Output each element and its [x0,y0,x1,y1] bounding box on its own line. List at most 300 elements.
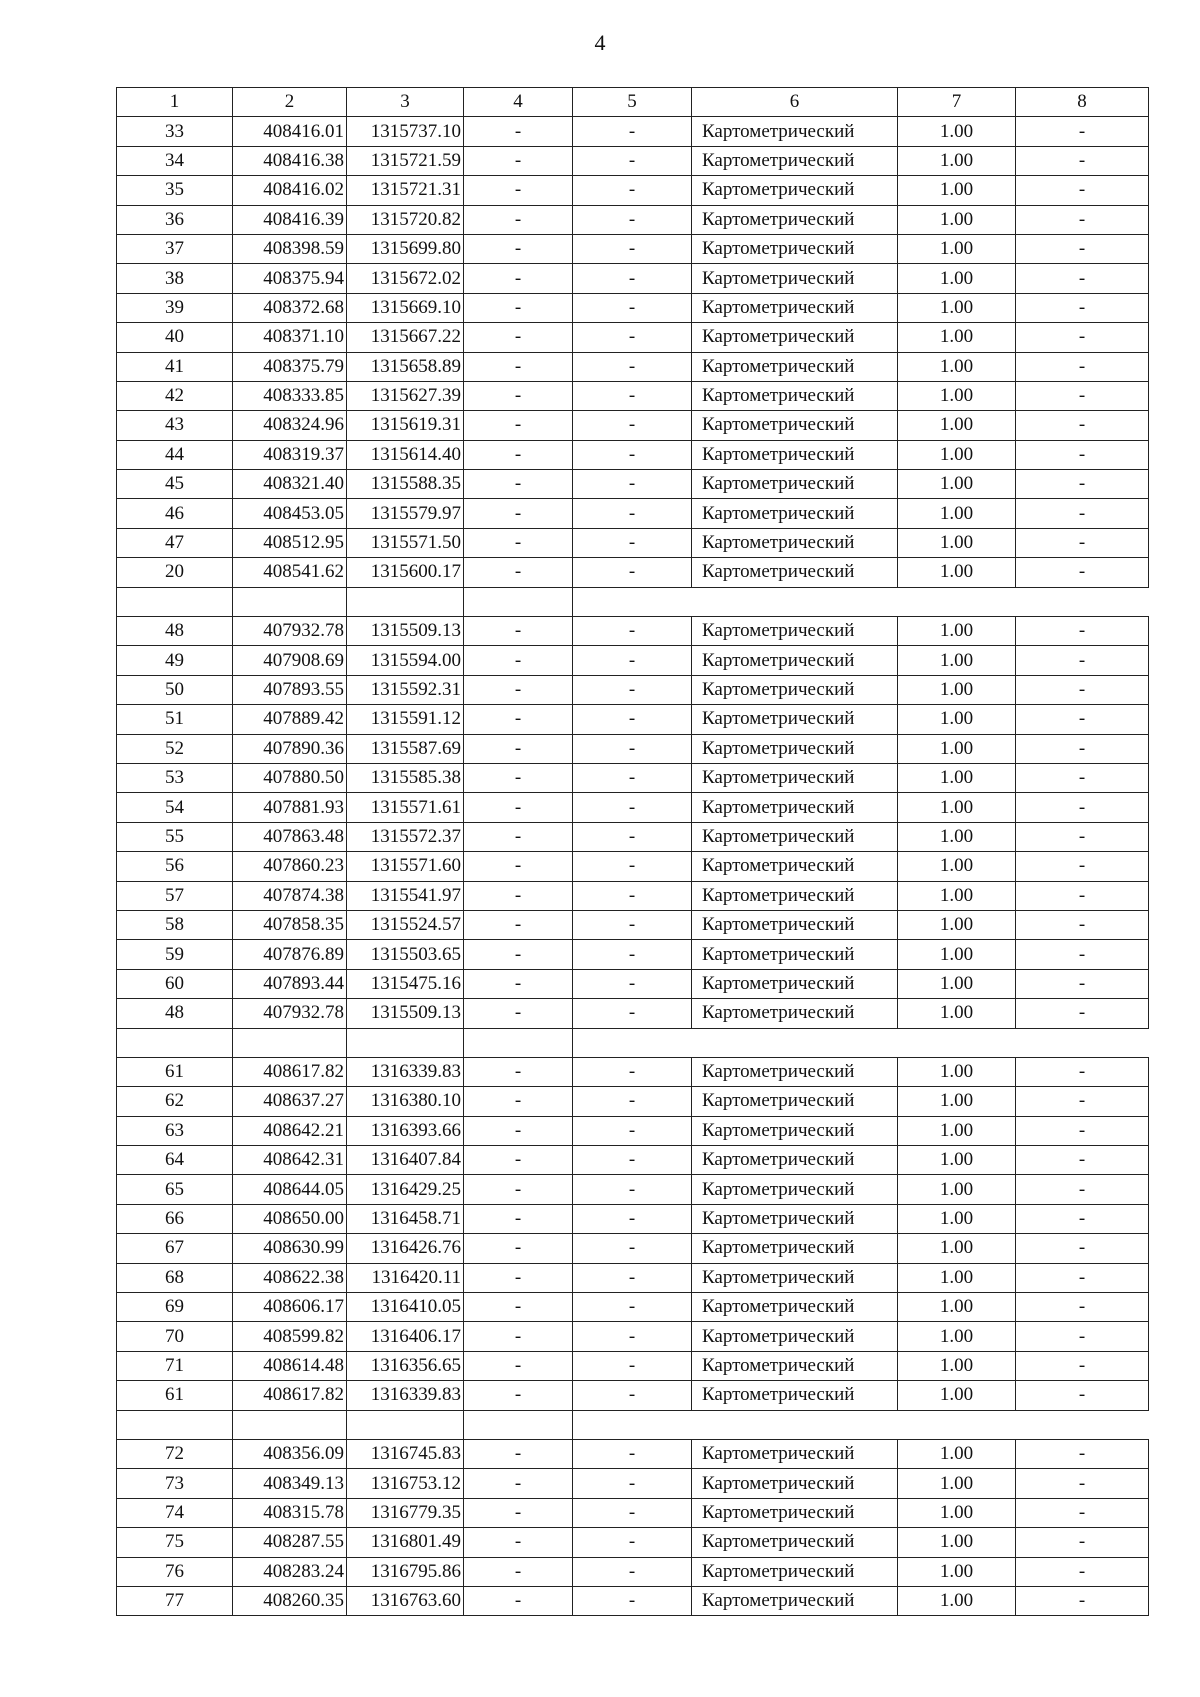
point-number-cell: 72 [117,1439,233,1468]
blank-cell [117,587,233,616]
col8-cell: - [1016,1322,1149,1351]
y-coordinate-cell: 1315588.35 [347,470,464,499]
point-number-cell: 20 [117,558,233,587]
col5-cell: - [573,381,692,410]
method-cell: Картометрический [692,1234,898,1263]
col4-cell: - [464,1322,573,1351]
point-number-cell: 74 [117,1498,233,1527]
x-coordinate-cell: 408321.40 [233,470,347,499]
col5-cell: - [573,793,692,822]
accuracy-cell: 1.00 [898,1234,1016,1263]
method-cell: Картометрический [692,1439,898,1468]
y-coordinate-cell: 1316406.17 [347,1322,464,1351]
x-coordinate-cell: 407880.50 [233,763,347,792]
table-row [117,411,1149,440]
col5-cell: - [573,1057,692,1086]
col5-cell: - [573,234,692,263]
y-coordinate-cell: 1315627.39 [347,381,464,410]
col4-cell: - [464,705,573,734]
point-number-cell: 33 [117,117,233,146]
point-number-cell: 63 [117,1116,233,1145]
table-row [117,881,1149,910]
point-number-cell: 61 [117,1057,233,1086]
table-row [117,675,1149,704]
table-row [117,528,1149,557]
x-coordinate-cell: 408453.05 [233,499,347,528]
table-row [117,352,1149,381]
col8-cell: - [1016,705,1149,734]
col8-cell: - [1016,617,1149,646]
y-coordinate-cell: 1315614.40 [347,440,464,469]
accuracy-cell: 1.00 [898,470,1016,499]
col5-cell: - [573,1263,692,1292]
col4-cell: - [464,1057,573,1086]
col8-cell: - [1016,293,1149,322]
accuracy-cell: 1.00 [898,323,1016,352]
x-coordinate-cell: 408416.38 [233,146,347,175]
table-row [117,1322,1149,1351]
col8-cell: - [1016,675,1149,704]
col8-cell: - [1016,352,1149,381]
x-coordinate-cell: 408416.02 [233,176,347,205]
table-row [117,852,1149,881]
y-coordinate-cell: 1315571.60 [347,852,464,881]
accuracy-cell: 1.00 [898,234,1016,263]
point-number-cell: 34 [117,146,233,175]
col4-cell: - [464,675,573,704]
table-body [117,88,1149,1616]
table-row [117,117,1149,146]
x-coordinate-cell: 408642.31 [233,1146,347,1175]
method-cell: Картометрический [692,323,898,352]
col4-cell: - [464,1293,573,1322]
separator-row [117,1028,1149,1057]
blank-cell [464,587,573,616]
x-coordinate-cell: 407876.89 [233,940,347,969]
x-coordinate-cell: 408333.85 [233,381,347,410]
table-row [117,1146,1149,1175]
accuracy-cell: 1.00 [898,1439,1016,1468]
col8-cell: - [1016,205,1149,234]
accuracy-cell: 1.00 [898,1087,1016,1116]
accuracy-cell: 1.00 [898,205,1016,234]
accuracy-cell: 1.00 [898,734,1016,763]
col8-cell: - [1016,264,1149,293]
col4-cell: - [464,234,573,263]
accuracy-cell: 1.00 [898,499,1016,528]
col8-cell: - [1016,381,1149,410]
method-cell: Картометрический [692,940,898,969]
col4-cell: - [464,940,573,969]
col5-cell: - [573,940,692,969]
col4-cell: - [464,264,573,293]
col4-cell: - [464,1087,573,1116]
column-header: 2 [233,88,347,117]
method-cell: Картометрический [692,1175,898,1204]
blank-cell [347,1028,464,1057]
col8-cell: - [1016,1146,1149,1175]
col8-cell: - [1016,470,1149,499]
x-coordinate-cell: 408356.09 [233,1439,347,1468]
point-number-cell: 61 [117,1381,233,1410]
accuracy-cell: 1.00 [898,264,1016,293]
column-header: 3 [347,88,464,117]
col5-cell: - [573,1175,692,1204]
separator-row [117,1410,1149,1439]
col4-cell: - [464,1204,573,1233]
method-cell: Картометрический [692,1293,898,1322]
table-row [117,293,1149,322]
accuracy-cell: 1.00 [898,1116,1016,1145]
point-number-cell: 65 [117,1175,233,1204]
y-coordinate-cell: 1316801.49 [347,1528,464,1557]
col4-cell: - [464,352,573,381]
y-coordinate-cell: 1316356.65 [347,1351,464,1380]
accuracy-cell: 1.00 [898,675,1016,704]
col4-cell: - [464,617,573,646]
accuracy-cell: 1.00 [898,528,1016,557]
col4-cell: - [464,323,573,352]
accuracy-cell: 1.00 [898,763,1016,792]
x-coordinate-cell: 408283.24 [233,1557,347,1586]
col8-cell: - [1016,1293,1149,1322]
x-coordinate-cell: 407908.69 [233,646,347,675]
x-coordinate-cell: 408371.10 [233,323,347,352]
col4-cell: - [464,1146,573,1175]
accuracy-cell: 1.00 [898,440,1016,469]
method-cell: Картометрический [692,293,898,322]
y-coordinate-cell: 1315572.37 [347,822,464,851]
y-coordinate-cell: 1315669.10 [347,293,464,322]
x-coordinate-cell: 408617.82 [233,1381,347,1410]
col5-cell: - [573,1528,692,1557]
col5-cell: - [573,558,692,587]
x-coordinate-cell: 408617.82 [233,1057,347,1086]
col4-cell: - [464,1439,573,1468]
x-coordinate-cell: 407863.48 [233,822,347,851]
col4-cell: - [464,176,573,205]
col8-cell: - [1016,1057,1149,1086]
col4-cell: - [464,910,573,939]
col5-cell: - [573,1351,692,1380]
col5-cell: - [573,1087,692,1116]
col8-cell: - [1016,528,1149,557]
y-coordinate-cell: 1315672.02 [347,264,464,293]
point-number-cell: 50 [117,675,233,704]
point-number-cell: 35 [117,176,233,205]
accuracy-cell: 1.00 [898,881,1016,910]
y-coordinate-cell: 1315667.22 [347,323,464,352]
table-row [117,1234,1149,1263]
col5-cell: - [573,1322,692,1351]
x-coordinate-cell: 407889.42 [233,705,347,734]
x-coordinate-cell: 407893.55 [233,675,347,704]
y-coordinate-cell: 1315571.50 [347,528,464,557]
point-number-cell: 67 [117,1234,233,1263]
point-number-cell: 62 [117,1087,233,1116]
table-row [117,705,1149,734]
table-row [117,1439,1149,1468]
col4-cell: - [464,1528,573,1557]
column-header: 6 [692,88,898,117]
column-header: 7 [898,88,1016,117]
accuracy-cell: 1.00 [898,1146,1016,1175]
col5-cell: - [573,264,692,293]
col5-cell: - [573,734,692,763]
y-coordinate-cell: 1315587.69 [347,734,464,763]
y-coordinate-cell: 1315571.61 [347,793,464,822]
point-number-cell: 68 [117,1263,233,1292]
col8-cell: - [1016,1439,1149,1468]
col5-cell: - [573,1381,692,1410]
y-coordinate-cell: 1315591.12 [347,705,464,734]
x-coordinate-cell: 407881.93 [233,793,347,822]
point-number-cell: 52 [117,734,233,763]
column-header: 8 [1016,88,1149,117]
col5-cell: - [573,440,692,469]
col8-cell: - [1016,1175,1149,1204]
col8-cell: - [1016,1528,1149,1557]
x-coordinate-cell: 408630.99 [233,1234,347,1263]
col4-cell: - [464,293,573,322]
y-coordinate-cell: 1315720.82 [347,205,464,234]
y-coordinate-cell: 1316458.71 [347,1204,464,1233]
method-cell: Картометрический [692,1057,898,1086]
blank-cell [347,1410,464,1439]
col8-cell: - [1016,558,1149,587]
x-coordinate-cell: 408260.35 [233,1586,347,1615]
point-number-cell: 40 [117,323,233,352]
accuracy-cell: 1.00 [898,381,1016,410]
col5-cell: - [573,1204,692,1233]
y-coordinate-cell: 1316429.25 [347,1175,464,1204]
y-coordinate-cell: 1315592.31 [347,675,464,704]
method-cell: Картометрический [692,264,898,293]
blank-cell [233,587,347,616]
x-coordinate-cell: 408512.95 [233,528,347,557]
accuracy-cell: 1.00 [898,1381,1016,1410]
x-coordinate-cell: 407932.78 [233,999,347,1028]
col5-cell: - [573,1586,692,1615]
col4-cell: - [464,440,573,469]
y-coordinate-cell: 1315721.59 [347,146,464,175]
point-number-cell: 76 [117,1557,233,1586]
table-row [117,1116,1149,1145]
table-row [117,1586,1149,1615]
col4-cell: - [464,969,573,998]
table-row [117,1293,1149,1322]
col5-cell: - [573,146,692,175]
col8-cell: - [1016,176,1149,205]
col4-cell: - [464,793,573,822]
col4-cell: - [464,1234,573,1263]
method-cell: Картометрический [692,234,898,263]
x-coordinate-cell: 407932.78 [233,617,347,646]
table-row [117,1087,1149,1116]
method-cell: Картометрический [692,499,898,528]
method-cell: Картометрический [692,881,898,910]
table-row [117,940,1149,969]
col4-cell: - [464,411,573,440]
x-coordinate-cell: 408416.39 [233,205,347,234]
point-number-cell: 46 [117,499,233,528]
accuracy-cell: 1.00 [898,1351,1016,1380]
col5-cell: - [573,411,692,440]
col5-cell: - [573,1234,692,1263]
table-row [117,1204,1149,1233]
col5-cell: - [573,881,692,910]
method-cell: Картометрический [692,146,898,175]
method-cell: Картометрический [692,763,898,792]
table-row [117,1057,1149,1086]
table-row [117,1263,1149,1292]
accuracy-cell: 1.00 [898,293,1016,322]
col8-cell: - [1016,734,1149,763]
method-cell: Картометрический [692,352,898,381]
blank-cell [573,1028,1149,1057]
method-cell: Картометрический [692,381,898,410]
point-number-cell: 41 [117,352,233,381]
y-coordinate-cell: 1315475.16 [347,969,464,998]
y-coordinate-cell: 1316339.83 [347,1057,464,1086]
y-coordinate-cell: 1316393.66 [347,1116,464,1145]
method-cell: Картометрический [692,528,898,557]
method-cell: Картометрический [692,1204,898,1233]
accuracy-cell: 1.00 [898,117,1016,146]
accuracy-cell: 1.00 [898,1175,1016,1204]
method-cell: Картометрический [692,1381,898,1410]
point-number-cell: 44 [117,440,233,469]
col5-cell: - [573,1116,692,1145]
method-cell: Картометрический [692,1498,898,1527]
y-coordinate-cell: 1315509.13 [347,617,464,646]
table-row [117,234,1149,263]
method-cell: Картометрический [692,705,898,734]
col8-cell: - [1016,1498,1149,1527]
col8-cell: - [1016,117,1149,146]
x-coordinate-cell: 408642.21 [233,1116,347,1145]
method-cell: Картометрический [692,440,898,469]
col4-cell: - [464,1498,573,1527]
method-cell: Картометрический [692,205,898,234]
method-cell: Картометрический [692,1586,898,1615]
col8-cell: - [1016,822,1149,851]
y-coordinate-cell: 1315594.00 [347,646,464,675]
table-row [117,381,1149,410]
col5-cell: - [573,1439,692,1468]
point-number-cell: 45 [117,470,233,499]
col8-cell: - [1016,763,1149,792]
method-cell: Картометрический [692,646,898,675]
accuracy-cell: 1.00 [898,1586,1016,1615]
point-number-cell: 42 [117,381,233,410]
method-cell: Картометрический [692,969,898,998]
method-cell: Картометрический [692,1146,898,1175]
col5-cell: - [573,675,692,704]
x-coordinate-cell: 408372.68 [233,293,347,322]
accuracy-cell: 1.00 [898,1557,1016,1586]
table-row [117,499,1149,528]
y-coordinate-cell: 1316407.84 [347,1146,464,1175]
method-cell: Картометрический [692,411,898,440]
y-coordinate-cell: 1315541.97 [347,881,464,910]
method-cell: Картометрический [692,675,898,704]
accuracy-cell: 1.00 [898,910,1016,939]
method-cell: Картометрический [692,999,898,1028]
col5-cell: - [573,499,692,528]
method-cell: Картометрический [692,1469,898,1498]
x-coordinate-cell: 407874.38 [233,881,347,910]
table-row [117,969,1149,998]
method-cell: Картометрический [692,793,898,822]
x-coordinate-cell: 408375.94 [233,264,347,293]
col5-cell: - [573,176,692,205]
y-coordinate-cell: 1315699.80 [347,234,464,263]
accuracy-cell: 1.00 [898,646,1016,675]
accuracy-cell: 1.00 [898,969,1016,998]
col5-cell: - [573,293,692,322]
col8-cell: - [1016,852,1149,881]
table-row [117,1528,1149,1557]
accuracy-cell: 1.00 [898,1498,1016,1527]
y-coordinate-cell: 1316410.05 [347,1293,464,1322]
table-row [117,176,1149,205]
point-number-cell: 59 [117,940,233,969]
col4-cell: - [464,381,573,410]
y-coordinate-cell: 1315737.10 [347,117,464,146]
col8-cell: - [1016,646,1149,675]
blank-cell [233,1410,347,1439]
y-coordinate-cell: 1315524.57 [347,910,464,939]
blank-cell [117,1410,233,1439]
point-number-cell: 73 [117,1469,233,1498]
col8-cell: - [1016,1234,1149,1263]
col8-cell: - [1016,910,1149,939]
table-row [117,617,1149,646]
col5-cell: - [573,1557,692,1586]
table-row [117,910,1149,939]
x-coordinate-cell: 408375.79 [233,352,347,381]
method-cell: Картометрический [692,1528,898,1557]
point-number-cell: 54 [117,793,233,822]
accuracy-cell: 1.00 [898,1469,1016,1498]
col4-cell: - [464,1469,573,1498]
column-header: 1 [117,88,233,117]
col5-cell: - [573,969,692,998]
method-cell: Картометрический [692,852,898,881]
table-row [117,146,1149,175]
y-coordinate-cell: 1315509.13 [347,999,464,1028]
x-coordinate-cell: 408319.37 [233,440,347,469]
col8-cell: - [1016,1586,1149,1615]
col8-cell: - [1016,234,1149,263]
point-number-cell: 69 [117,1293,233,1322]
table-row [117,1175,1149,1204]
accuracy-cell: 1.00 [898,940,1016,969]
point-number-cell: 38 [117,264,233,293]
col8-cell: - [1016,411,1149,440]
accuracy-cell: 1.00 [898,705,1016,734]
col4-cell: - [464,499,573,528]
point-number-cell: 48 [117,999,233,1028]
y-coordinate-cell: 1315579.97 [347,499,464,528]
method-cell: Картометрический [692,117,898,146]
method-cell: Картометрический [692,1557,898,1586]
col5-cell: - [573,852,692,881]
y-coordinate-cell: 1316420.11 [347,1263,464,1292]
table-row [117,470,1149,499]
col5-cell: - [573,646,692,675]
